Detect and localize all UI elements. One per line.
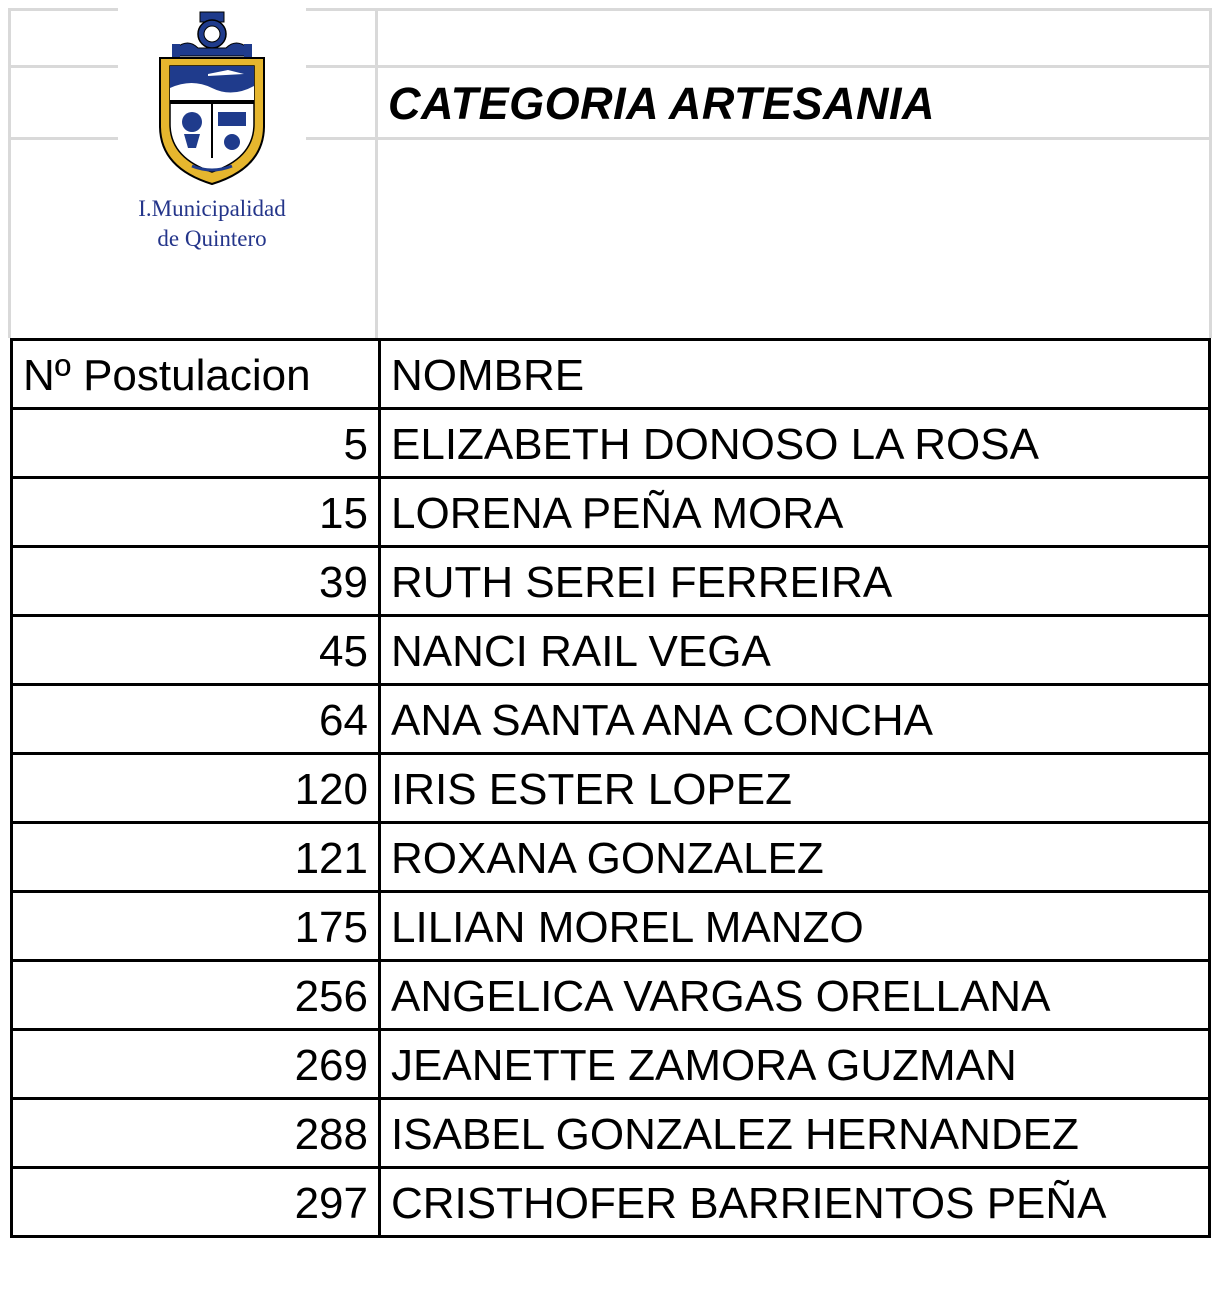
application-number-cell: 15 <box>12 478 380 547</box>
application-number-cell: 269 <box>12 1030 380 1099</box>
table-row <box>12 616 1210 685</box>
table-row <box>12 1099 1210 1168</box>
table-row <box>12 1168 1210 1237</box>
applicant-name-cell: RUTH SEREI FERREIRA <box>380 547 1210 616</box>
applicant-name-cell: ELIZABETH DONOSO LA ROSA <box>380 409 1210 478</box>
logo-caption-line2: de Quintero <box>157 226 267 251</box>
application-number-cell: 39 <box>12 547 380 616</box>
table-row <box>12 823 1210 892</box>
applicants-table <box>10 338 1211 1238</box>
applicant-name-cell: ROXANA GONZALEZ <box>380 823 1210 892</box>
application-number-cell: 256 <box>12 961 380 1030</box>
application-number-cell: 64 <box>12 685 380 754</box>
applicant-name-cell: ANGELICA VARGAS ORELLANA <box>380 961 1210 1030</box>
applicant-name-cell: IRIS ESTER LOPEZ <box>380 754 1210 823</box>
application-number-cell: 297 <box>12 1168 380 1237</box>
application-number-cell: 121 <box>12 823 380 892</box>
application-number-cell: 175 <box>12 892 380 961</box>
header-application-number: Nº Postulacion <box>12 340 380 409</box>
table-row <box>12 754 1210 823</box>
gridline-right <box>1209 8 1212 338</box>
applicant-name-cell: LILIAN MOREL MANZO <box>380 892 1210 961</box>
logo-caption-line1: I.Municipalidad <box>138 196 286 221</box>
gridline-mid <box>375 8 378 338</box>
applicant-name-cell: JEANETTE ZAMORA GUZMAN <box>380 1030 1210 1099</box>
table-header-row <box>12 340 1210 409</box>
applicant-name-cell: CRISTHOFER BARRIENTOS PEÑA <box>380 1168 1210 1237</box>
table-row <box>12 892 1210 961</box>
application-number-cell: 288 <box>12 1099 380 1168</box>
table-row <box>12 1030 1210 1099</box>
applicant-name-cell: ISABEL GONZALEZ HERNANDEZ <box>380 1099 1210 1168</box>
applicant-name-cell: NANCI RAIL VEGA <box>380 616 1210 685</box>
application-number-cell: 120 <box>12 754 380 823</box>
category-title: CATEGORIA ARTESANIA <box>388 78 936 129</box>
applicant-name-cell: LORENA PEÑA MORA <box>380 478 1210 547</box>
gridline-left <box>8 8 11 338</box>
coat-of-arms-emblem <box>148 8 276 188</box>
table-row <box>12 961 1210 1030</box>
table-row <box>12 547 1210 616</box>
header-name: NOMBRE <box>380 340 1210 409</box>
table-row <box>12 409 1210 478</box>
table-row <box>12 685 1210 754</box>
table-row <box>12 478 1210 547</box>
applicant-name-cell: ANA SANTA ANA CONCHA <box>380 685 1210 754</box>
application-number-cell: 5 <box>12 409 380 478</box>
application-number-cell: 45 <box>12 616 380 685</box>
municipality-logo <box>118 8 306 258</box>
